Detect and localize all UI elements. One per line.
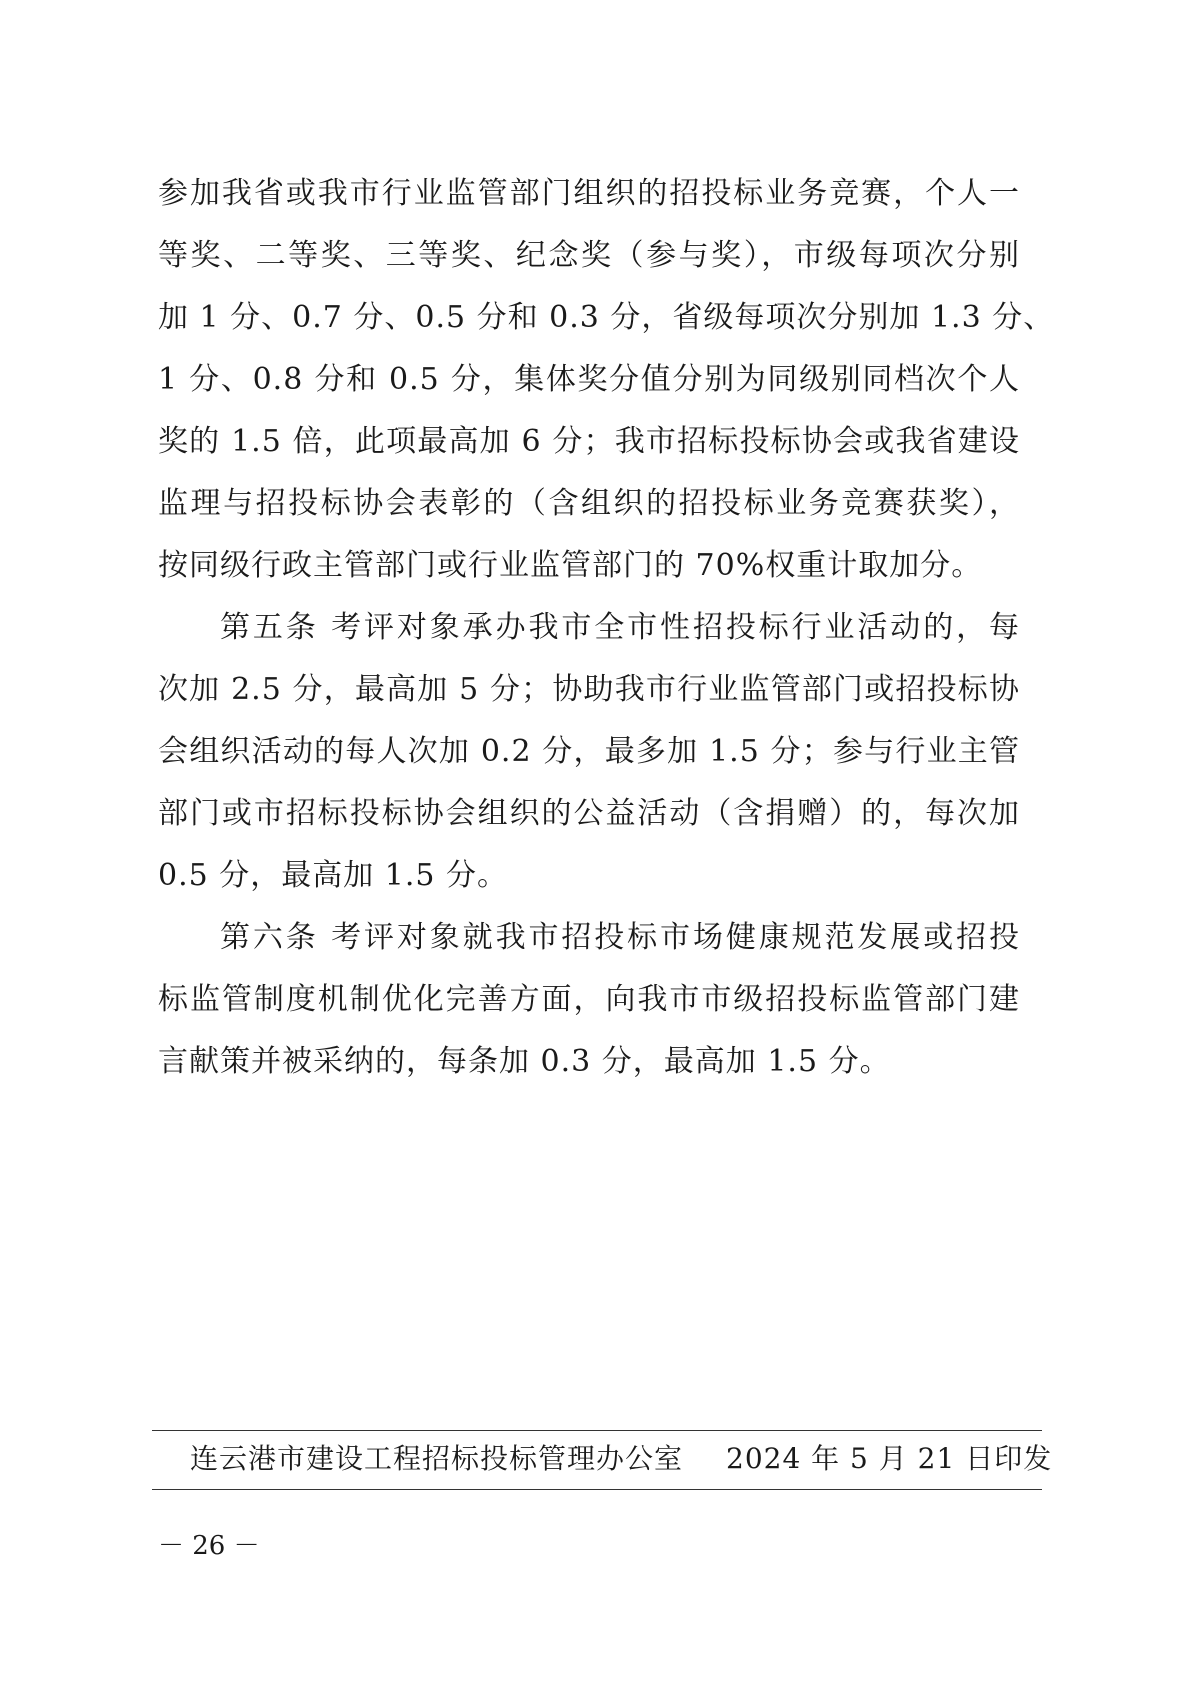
body-line-7: 按同级行政主管部门或行业监管部门的 70%权重计取加分。: [158, 548, 983, 583]
body-line-4: 1 分、0.8 分和 0.5 分，集体奖分值分别为同级别同档次个人: [158, 362, 1020, 397]
article-5-line-3: 会组织活动的每人次加 0.2 分，最多加 1.5 分；参与行业主管: [158, 734, 1020, 769]
document-body: [158, 176, 1055, 1108]
body-line-3: 加 1 分、0.7 分、0.5 分和 0.3 分，省级每项次分别加 1.3 分、: [158, 300, 1055, 335]
footer-bottom-rule: [152, 1489, 1042, 1490]
article-6-line-3: 言献策并被采纳的，每条加 0.3 分，最高加 1.5 分。: [158, 1044, 891, 1079]
footer-top-rule: [152, 1430, 1042, 1431]
article-5-line-2: 次加 2.5 分，最高加 5 分；协助我市行业监管部门或招投标协: [158, 672, 1020, 707]
body-line-6: 监理与招投标协会表彰的（含组织的招投标业务竞赛获奖），: [158, 486, 1020, 521]
article-5-line-1: 第五条 考评对象承办我市全市性招投标行业活动的，每: [220, 610, 1020, 645]
footer-issue-date: 2024 年 5 月 21 日印发: [726, 1442, 1053, 1475]
footer-issuing-office: 连云港市建设工程招标投标管理办公室: [190, 1442, 684, 1475]
body-line-1: 参加我省或我市行业监管部门组织的招投标业务竞赛，个人一: [158, 176, 1020, 211]
page-number: － 26 －: [158, 1531, 260, 1561]
article-6-line-1: 第六条 考评对象就我市招投标市场健康规范发展或招投: [220, 920, 1020, 955]
body-line-5: 奖的 1.5 倍，此项最高加 6 分；我市招标投标协会或我省建设: [158, 424, 1020, 459]
body-line-2: 等奖、二等奖、三等奖、纪念奖（参与奖），市级每项次分别: [158, 238, 1020, 273]
article-6-line-2: 标监管制度机制优化完善方面，向我市市级招投标监管部门建: [158, 982, 1020, 1017]
article-5-line-5: 0.5 分，最高加 1.5 分。: [158, 858, 509, 893]
article-5-line-4: 部门或市招标投标协会组织的公益活动（含捐赠）的，每次加: [158, 796, 1020, 831]
